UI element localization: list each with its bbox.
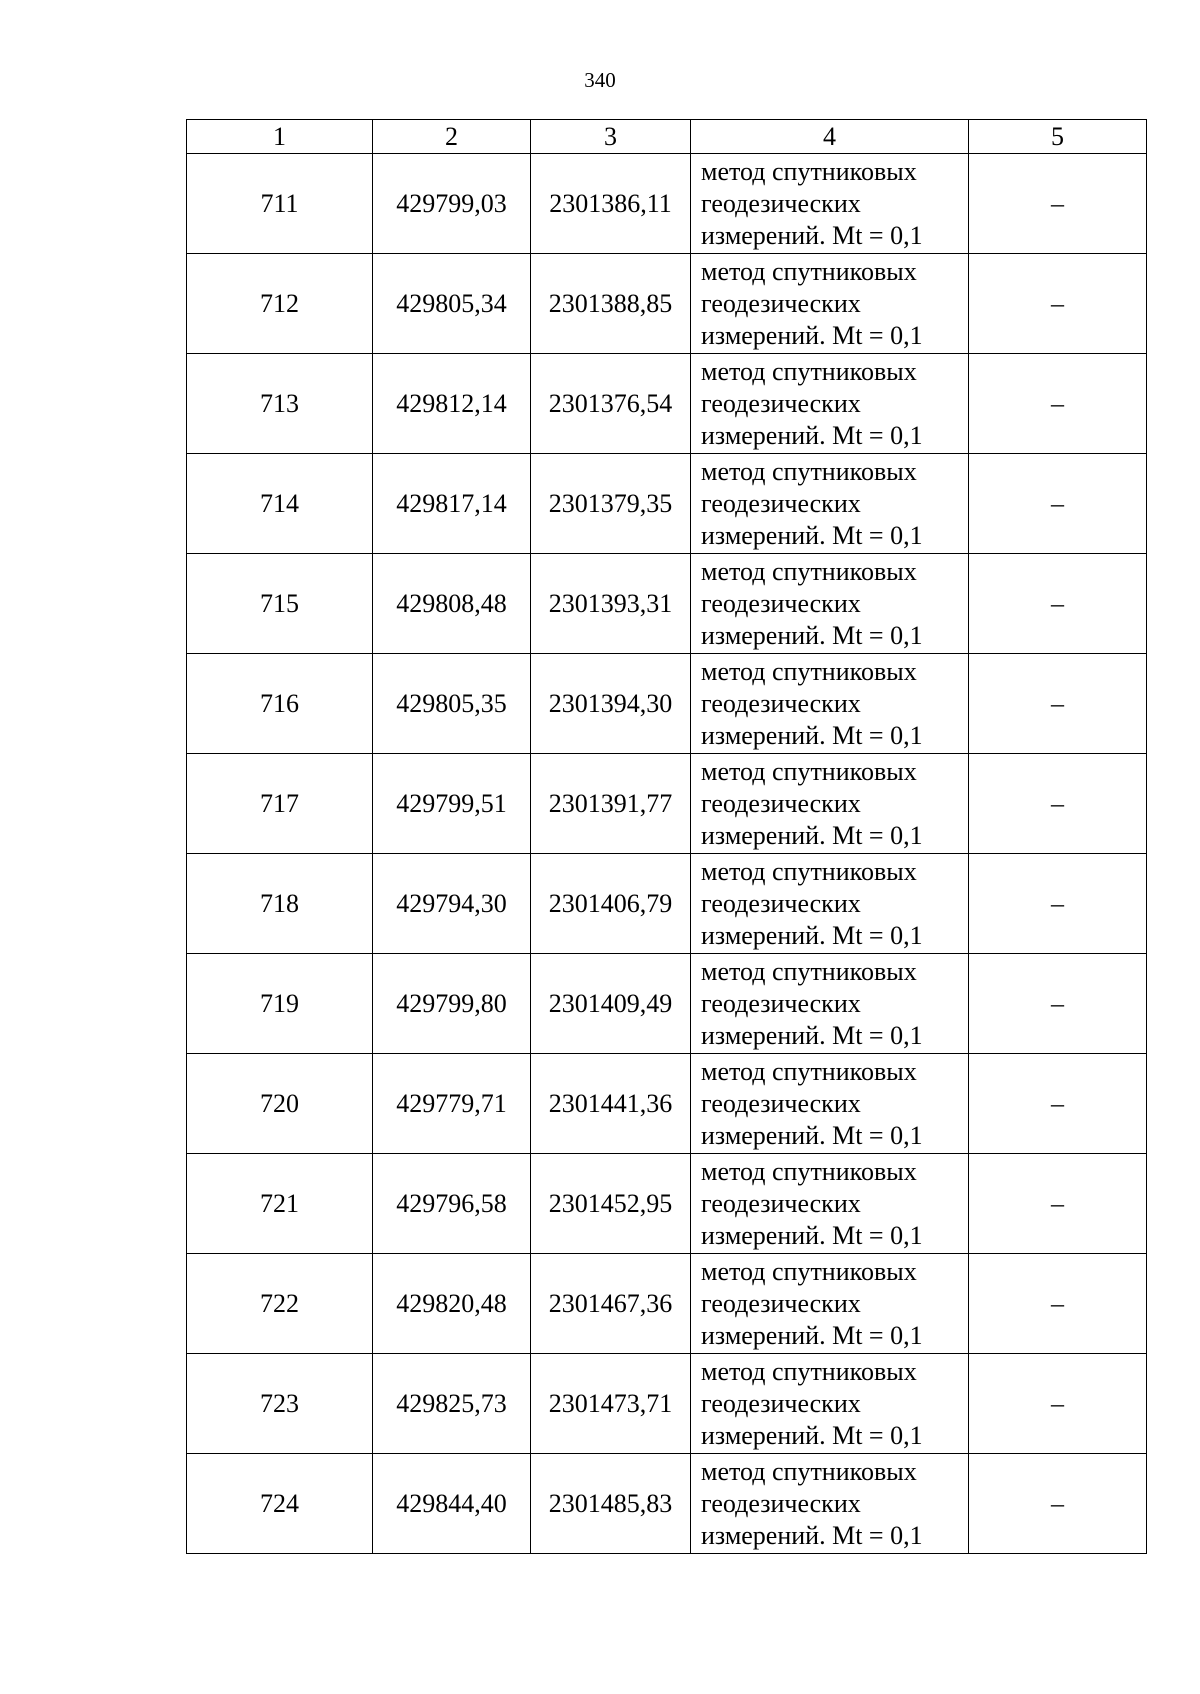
header-col-1: 1 bbox=[187, 120, 373, 154]
y-coordinate-cell: 2301406,79 bbox=[531, 854, 691, 954]
table-row bbox=[187, 954, 1147, 1054]
point-number-cell: 718 bbox=[187, 854, 373, 954]
header-col-5: 5 bbox=[969, 120, 1147, 154]
method-line: метод спутниковых bbox=[701, 156, 917, 186]
method-line: геодезических bbox=[701, 388, 861, 418]
column-5-cell: – bbox=[969, 454, 1147, 554]
y-coordinate-cell: 2301409,49 bbox=[531, 954, 691, 1054]
x-coordinate-cell: 429820,48 bbox=[373, 1254, 531, 1354]
method-cell bbox=[691, 1454, 969, 1554]
column-5-cell: – bbox=[969, 554, 1147, 654]
column-5-cell: – bbox=[969, 954, 1147, 1054]
method-cell bbox=[691, 154, 969, 254]
coordinates-table bbox=[186, 119, 1147, 1554]
method-cell bbox=[691, 654, 969, 754]
point-number-cell: 717 bbox=[187, 754, 373, 854]
method-line: измерений. Mt = 0,1 bbox=[701, 520, 923, 550]
method-line: метод спутниковых bbox=[701, 556, 917, 586]
method-line: измерений. Mt = 0,1 bbox=[701, 1320, 923, 1350]
method-line: метод спутниковых bbox=[701, 856, 917, 886]
column-5-cell: – bbox=[969, 254, 1147, 354]
point-number-cell: 719 bbox=[187, 954, 373, 1054]
method-cell bbox=[691, 1154, 969, 1254]
method-cell bbox=[691, 354, 969, 454]
method-cell bbox=[691, 754, 969, 854]
point-number-cell: 711 bbox=[187, 154, 373, 254]
table-row bbox=[187, 254, 1147, 354]
method-line: метод спутниковых bbox=[701, 256, 917, 286]
method-line: измерений. Mt = 0,1 bbox=[701, 820, 923, 850]
method-line: метод спутниковых bbox=[701, 956, 917, 986]
method-line: геодезических bbox=[701, 288, 861, 318]
method-line: геодезических bbox=[701, 488, 861, 518]
method-line: измерений. Mt = 0,1 bbox=[701, 620, 923, 650]
column-5-cell: – bbox=[969, 754, 1147, 854]
y-coordinate-cell: 2301386,11 bbox=[531, 154, 691, 254]
y-coordinate-cell: 2301485,83 bbox=[531, 1454, 691, 1554]
method-line: геодезических bbox=[701, 988, 861, 1018]
method-line: геодезических bbox=[701, 188, 861, 218]
point-number-cell: 720 bbox=[187, 1054, 373, 1154]
table-row bbox=[187, 354, 1147, 454]
table-body bbox=[187, 154, 1147, 1554]
point-number-cell: 724 bbox=[187, 1454, 373, 1554]
method-line: метод спутниковых bbox=[701, 1056, 917, 1086]
x-coordinate-cell: 429799,03 bbox=[373, 154, 531, 254]
method-line: метод спутниковых bbox=[701, 1356, 917, 1386]
column-5-cell: – bbox=[969, 154, 1147, 254]
method-line: измерений. Mt = 0,1 bbox=[701, 920, 923, 950]
column-5-cell: – bbox=[969, 1054, 1147, 1154]
method-line: геодезических bbox=[701, 888, 861, 918]
method-line: метод спутниковых bbox=[701, 356, 917, 386]
column-5-cell: – bbox=[969, 654, 1147, 754]
x-coordinate-cell: 429808,48 bbox=[373, 554, 531, 654]
table-row bbox=[187, 1154, 1147, 1254]
table-row bbox=[187, 1354, 1147, 1454]
x-coordinate-cell: 429779,71 bbox=[373, 1054, 531, 1154]
point-number-cell: 715 bbox=[187, 554, 373, 654]
x-coordinate-cell: 429799,51 bbox=[373, 754, 531, 854]
table-row bbox=[187, 154, 1147, 254]
method-line: геодезических bbox=[701, 1488, 861, 1518]
x-coordinate-cell: 429812,14 bbox=[373, 354, 531, 454]
method-line: геодезических bbox=[701, 1188, 861, 1218]
table-row bbox=[187, 1254, 1147, 1354]
method-line: измерений. Mt = 0,1 bbox=[701, 1420, 923, 1450]
header-col-2: 2 bbox=[373, 120, 531, 154]
table-row bbox=[187, 654, 1147, 754]
point-number-cell: 723 bbox=[187, 1354, 373, 1454]
header-col-3: 3 bbox=[531, 120, 691, 154]
method-line: измерений. Mt = 0,1 bbox=[701, 1020, 923, 1050]
method-line: метод спутниковых bbox=[701, 656, 917, 686]
method-line: измерений. Mt = 0,1 bbox=[701, 420, 923, 450]
method-line: метод спутниковых bbox=[701, 756, 917, 786]
table-row bbox=[187, 454, 1147, 554]
page-number: 340 bbox=[584, 68, 616, 92]
y-coordinate-cell: 2301467,36 bbox=[531, 1254, 691, 1354]
y-coordinate-cell: 2301391,77 bbox=[531, 754, 691, 854]
column-5-cell: – bbox=[969, 354, 1147, 454]
table-row bbox=[187, 1454, 1147, 1554]
point-number-cell: 714 bbox=[187, 454, 373, 554]
header-col-4: 4 bbox=[691, 120, 969, 154]
header-row bbox=[187, 120, 1147, 154]
y-coordinate-cell: 2301441,36 bbox=[531, 1054, 691, 1154]
table-header bbox=[187, 120, 1147, 154]
method-line: метод спутниковых bbox=[701, 1456, 917, 1486]
column-5-cell: – bbox=[969, 1454, 1147, 1554]
y-coordinate-cell: 2301393,31 bbox=[531, 554, 691, 654]
y-coordinate-cell: 2301394,30 bbox=[531, 654, 691, 754]
point-number-cell: 712 bbox=[187, 254, 373, 354]
method-line: геодезических bbox=[701, 1288, 861, 1318]
column-5-cell: – bbox=[969, 1254, 1147, 1354]
point-number-cell: 722 bbox=[187, 1254, 373, 1354]
method-cell bbox=[691, 854, 969, 954]
x-coordinate-cell: 429794,30 bbox=[373, 854, 531, 954]
y-coordinate-cell: 2301452,95 bbox=[531, 1154, 691, 1254]
method-cell bbox=[691, 1054, 969, 1154]
table-row bbox=[187, 854, 1147, 954]
y-coordinate-cell: 2301379,35 bbox=[531, 454, 691, 554]
point-number-cell: 713 bbox=[187, 354, 373, 454]
y-coordinate-cell: 2301473,71 bbox=[531, 1354, 691, 1454]
method-line: измерений. Mt = 0,1 bbox=[701, 1220, 923, 1250]
table-row bbox=[187, 1054, 1147, 1154]
method-line: измерений. Mt = 0,1 bbox=[701, 720, 923, 750]
x-coordinate-cell: 429799,80 bbox=[373, 954, 531, 1054]
method-cell bbox=[691, 254, 969, 354]
method-line: геодезических bbox=[701, 788, 861, 818]
x-coordinate-cell: 429796,58 bbox=[373, 1154, 531, 1254]
point-number-cell: 721 bbox=[187, 1154, 373, 1254]
column-5-cell: – bbox=[969, 1354, 1147, 1454]
method-line: геодезических bbox=[701, 588, 861, 618]
y-coordinate-cell: 2301376,54 bbox=[531, 354, 691, 454]
method-line: измерений. Mt = 0,1 bbox=[701, 1120, 923, 1150]
column-5-cell: – bbox=[969, 1154, 1147, 1254]
x-coordinate-cell: 429805,34 bbox=[373, 254, 531, 354]
method-line: измерений. Mt = 0,1 bbox=[701, 320, 923, 350]
method-line: геодезических bbox=[701, 1388, 861, 1418]
method-line: измерений. Mt = 0,1 bbox=[701, 1520, 923, 1550]
column-5-cell: – bbox=[969, 854, 1147, 954]
table-row bbox=[187, 554, 1147, 654]
method-cell bbox=[691, 454, 969, 554]
point-number-cell: 716 bbox=[187, 654, 373, 754]
method-cell bbox=[691, 554, 969, 654]
x-coordinate-cell: 429825,73 bbox=[373, 1354, 531, 1454]
method-cell bbox=[691, 1254, 969, 1354]
x-coordinate-cell: 429817,14 bbox=[373, 454, 531, 554]
method-cell bbox=[691, 954, 969, 1054]
method-line: метод спутниковых bbox=[701, 1256, 917, 1286]
method-line: измерений. Mt = 0,1 bbox=[701, 220, 923, 250]
x-coordinate-cell: 429844,40 bbox=[373, 1454, 531, 1554]
method-line: метод спутниковых bbox=[701, 456, 917, 486]
method-cell bbox=[691, 1354, 969, 1454]
x-coordinate-cell: 429805,35 bbox=[373, 654, 531, 754]
method-line: метод спутниковых bbox=[701, 1156, 917, 1186]
method-line: геодезических bbox=[701, 1088, 861, 1118]
y-coordinate-cell: 2301388,85 bbox=[531, 254, 691, 354]
table-row bbox=[187, 754, 1147, 854]
method-line: геодезических bbox=[701, 688, 861, 718]
